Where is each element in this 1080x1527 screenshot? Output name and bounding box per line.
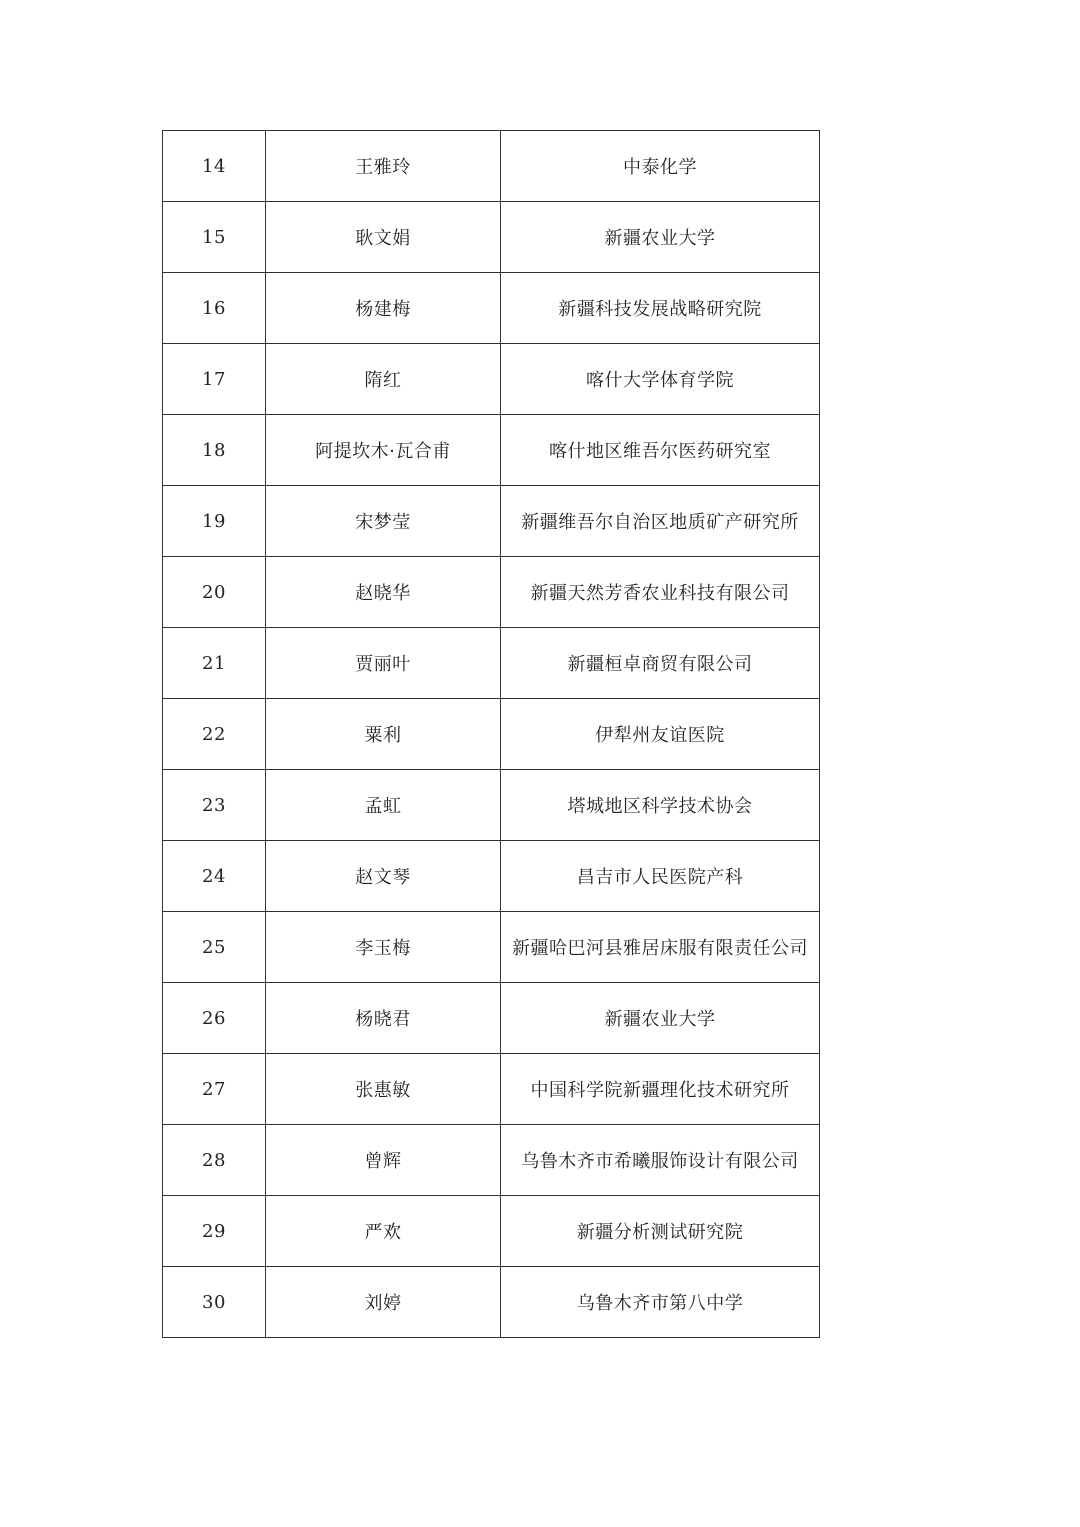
organization-cell: 塔城地区科学技术协会 <box>501 770 820 841</box>
organization-cell: 新疆天然芳香农业科技有限公司 <box>501 557 820 628</box>
row-number-cell: 27 <box>163 1054 266 1125</box>
person-name-cell: 刘婷 <box>266 1267 501 1338</box>
person-name-cell: 孟虹 <box>266 770 501 841</box>
person-name-cell: 赵晓华 <box>266 557 501 628</box>
table-row <box>163 770 820 841</box>
organization-cell: 新疆维吾尔自治区地质矿产研究所 <box>501 486 820 557</box>
organization-cell: 中泰化学 <box>501 131 820 202</box>
person-name-cell: 杨建梅 <box>266 273 501 344</box>
row-number-cell: 23 <box>163 770 266 841</box>
person-name-cell: 赵文琴 <box>266 841 501 912</box>
organization-cell: 新疆哈巴河县雅居床服有限责任公司 <box>501 912 820 983</box>
table-row <box>163 1267 820 1338</box>
row-number-cell: 18 <box>163 415 266 486</box>
organization-cell: 喀什地区维吾尔医药研究室 <box>501 415 820 486</box>
organization-cell: 新疆科技发展战略研究院 <box>501 273 820 344</box>
organization-cell: 喀什大学体育学院 <box>501 344 820 415</box>
table-row <box>163 983 820 1054</box>
row-number-cell: 22 <box>163 699 266 770</box>
row-number-cell: 30 <box>163 1267 266 1338</box>
roster-table <box>162 130 820 1338</box>
row-number-cell: 29 <box>163 1196 266 1267</box>
row-number-cell: 21 <box>163 628 266 699</box>
organization-cell: 中国科学院新疆理化技术研究所 <box>501 1054 820 1125</box>
person-name-cell: 宋梦莹 <box>266 486 501 557</box>
organization-cell: 伊犁州友谊医院 <box>501 699 820 770</box>
table-row <box>163 841 820 912</box>
person-name-cell: 严欢 <box>266 1196 501 1267</box>
table-row <box>163 344 820 415</box>
roster-table-body <box>163 131 820 1338</box>
organization-cell: 新疆桓卓商贸有限公司 <box>501 628 820 699</box>
person-name-cell: 杨晓君 <box>266 983 501 1054</box>
table-row <box>163 486 820 557</box>
organization-cell: 乌鲁木齐市希曦服饰设计有限公司 <box>501 1125 820 1196</box>
row-number-cell: 24 <box>163 841 266 912</box>
person-name-cell: 阿提坎木·瓦合甫 <box>266 415 501 486</box>
table-row <box>163 912 820 983</box>
row-number-cell: 20 <box>163 557 266 628</box>
person-name-cell: 隋红 <box>266 344 501 415</box>
person-name-cell: 李玉梅 <box>266 912 501 983</box>
person-name-cell: 张惠敏 <box>266 1054 501 1125</box>
table-row <box>163 628 820 699</box>
table-row <box>163 1125 820 1196</box>
table-row <box>163 699 820 770</box>
row-number-cell: 16 <box>163 273 266 344</box>
table-row <box>163 202 820 273</box>
organization-cell: 新疆农业大学 <box>501 202 820 273</box>
table-row <box>163 415 820 486</box>
table-row <box>163 131 820 202</box>
person-name-cell: 王雅玲 <box>266 131 501 202</box>
row-number-cell: 26 <box>163 983 266 1054</box>
organization-cell: 新疆分析测试研究院 <box>501 1196 820 1267</box>
table-row <box>163 1196 820 1267</box>
person-name-cell: 曾辉 <box>266 1125 501 1196</box>
row-number-cell: 15 <box>163 202 266 273</box>
organization-cell: 新疆农业大学 <box>501 983 820 1054</box>
table-row <box>163 273 820 344</box>
row-number-cell: 25 <box>163 912 266 983</box>
organization-cell: 乌鲁木齐市第八中学 <box>501 1267 820 1338</box>
row-number-cell: 28 <box>163 1125 266 1196</box>
row-number-cell: 14 <box>163 131 266 202</box>
row-number-cell: 17 <box>163 344 266 415</box>
table-row <box>163 1054 820 1125</box>
person-name-cell: 贾丽叶 <box>266 628 501 699</box>
row-number-cell: 19 <box>163 486 266 557</box>
person-name-cell: 耿文娟 <box>266 202 501 273</box>
organization-cell: 昌吉市人民医院产科 <box>501 841 820 912</box>
table-row <box>163 557 820 628</box>
person-name-cell: 粟利 <box>266 699 501 770</box>
